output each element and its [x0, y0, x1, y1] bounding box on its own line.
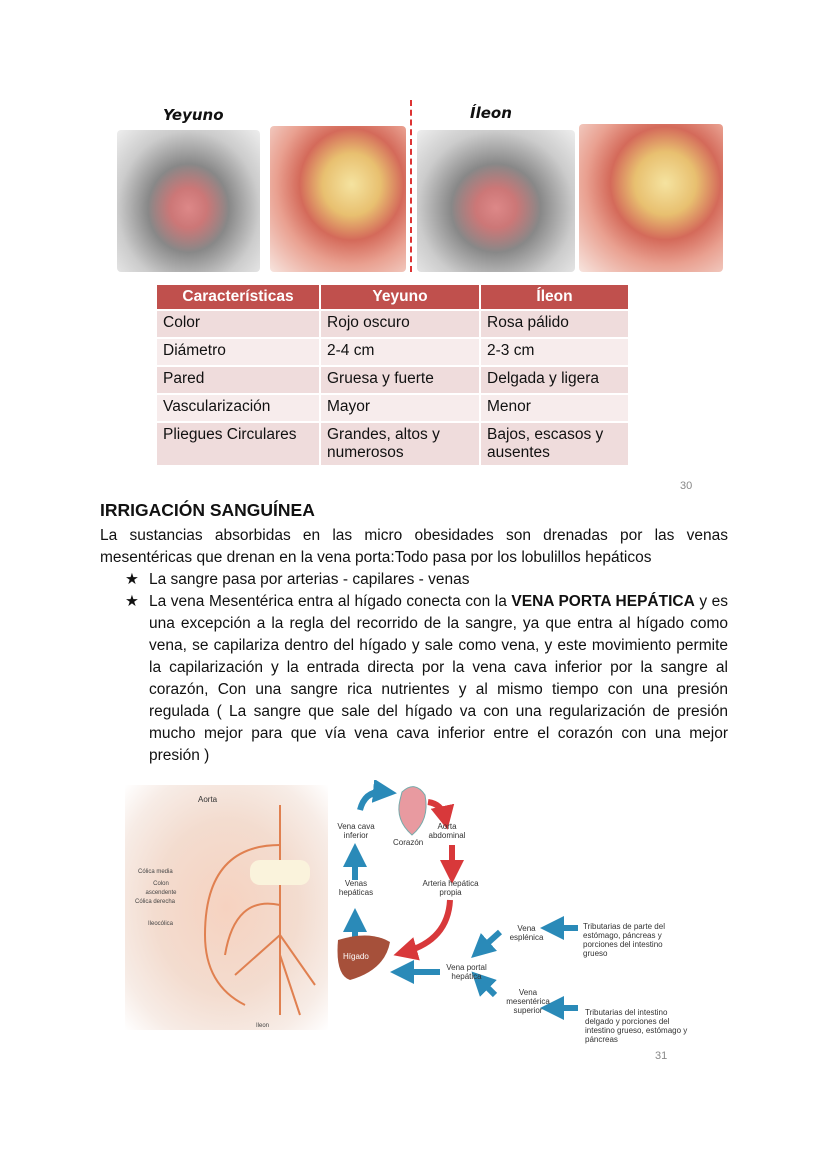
- table-cell: Grandes, altos y numerosos: [320, 422, 480, 465]
- table-header: Yeyuno: [320, 285, 480, 310]
- yeyuno-detail-image: [270, 126, 406, 272]
- mesenteric-anatomy-image: [125, 785, 328, 1030]
- table-cell: Delgada y ligera: [480, 366, 629, 394]
- table-header: Íleon: [480, 285, 629, 310]
- label-ileocolica: Ileocólica: [148, 921, 174, 927]
- table-row: [157, 338, 629, 366]
- table-cell: Pared: [157, 366, 320, 394]
- table-cell: Mayor: [320, 394, 480, 422]
- label-tributarias-2: Tributarias del intestino delgado y porciones del intestino grueso, estómago y páncreas: [585, 1008, 688, 1044]
- label-colica-derecha: Cólica derecha: [135, 899, 176, 905]
- bullet-text-part: La vena Mesentérica entra al hígado conecta con la: [149, 593, 512, 610]
- arrow-heart-to-aorta: [428, 802, 445, 818]
- label-corazon: Corazón: [393, 838, 424, 847]
- arrow-to-heart: [360, 792, 385, 810]
- label-colica-media: Cólica media: [138, 869, 173, 875]
- table-row: [157, 422, 629, 465]
- caption-yeyuno: Yeyuno: [163, 106, 224, 124]
- ileon-anatomy-image: [417, 130, 575, 272]
- table-header: Características: [157, 285, 320, 310]
- table-cell: Vascularización: [157, 394, 320, 422]
- label-higado: Hígado: [343, 952, 369, 961]
- label-colon-ascendente: Colon ascendente: [145, 881, 177, 896]
- bullet-text: [149, 591, 728, 767]
- label-vena-mesenterica: Vena mesentérica superior: [506, 988, 550, 1015]
- ileon-detail-image: [579, 124, 723, 272]
- table-row: [157, 310, 629, 338]
- page-number: 30: [680, 480, 693, 492]
- arrow-to-liver: [405, 900, 450, 952]
- bullet-text-part: y es una excepción a la regla del recorrido de la sangre, ya que entra al hígado como vena, se capilariza dentro del hígado y sale como vena, y este movimiento permite la capilarización y la entrada directa por la vena cava inferior por la sangre al corazón, Con una sangre rica nutrientes y al mismo tiempo con una presión regulada ( La sangre que sale del hígado va con una regularización de presión mucho mejor para que vía vena cava inferior entre el corazón con una mejor presión ): [149, 593, 729, 764]
- yeyuno-anatomy-image: [117, 130, 260, 272]
- label-tributarias-1: Tributarias de parte del estómago, páncreas y porciones del intestino grueso: [583, 922, 665, 958]
- bullet-bold: VENA PORTA HEPÁTICA: [511, 593, 695, 610]
- table-cell: Bajos, escasos y ausentes: [480, 422, 629, 465]
- section-heading: IRRIGACIÓN SANGUÍNEA: [100, 500, 315, 520]
- table-cell: Gruesa y fuerte: [320, 366, 480, 394]
- page-number: 31: [655, 1050, 668, 1062]
- arrow-mesenterica: [480, 980, 495, 995]
- intro-paragraph: La sustancias absorbidas en las micro obesidades son drenadas por las venas mesentéricas que drenan en la vena porta:Todo pasa por los lobulillos hepáticos: [100, 527, 728, 566]
- arrow-esplenica: [480, 932, 500, 950]
- bullet-item: [125, 569, 728, 591]
- table-row: [157, 366, 629, 394]
- label-aorta-abdominal: Aorta abdominal: [428, 822, 466, 840]
- divider: [410, 100, 412, 272]
- table-cell: Rosa pálido: [480, 310, 629, 338]
- label-vena-cava: Vena cava inferior: [337, 822, 375, 840]
- star-icon: ★: [125, 593, 139, 610]
- label-vena-portal: Vena portal hepática: [446, 963, 487, 981]
- table-cell: Color: [157, 310, 320, 338]
- heart-icon: [399, 787, 426, 835]
- table-cell: Diámetro: [157, 338, 320, 366]
- bullet-item: [125, 591, 728, 767]
- label-aorta: Aorta: [198, 795, 218, 804]
- label-ileon: Ileon: [256, 1023, 270, 1029]
- artery-tree-illustration: [125, 785, 328, 1030]
- table-cell: Rojo oscuro: [320, 310, 480, 338]
- table-cell: Menor: [480, 394, 629, 422]
- caption-ileon: Íleon: [470, 104, 512, 122]
- label-venas-hepaticas: Venas hepáticas: [338, 879, 374, 897]
- table-cell: 2-4 cm: [320, 338, 480, 366]
- bullet-text: La sangre pasa por arterias - capilares - venas: [149, 571, 470, 588]
- label-arteria-hepatica: Arteria hepática propia: [422, 879, 479, 897]
- table-row: [157, 394, 629, 422]
- table-cell: 2-3 cm: [480, 338, 629, 366]
- table-cell: Pliegues Circulares: [157, 422, 320, 465]
- star-icon: ★: [125, 571, 139, 588]
- comparison-table: [157, 285, 630, 465]
- label-vena-esplenica: Vena esplénica: [509, 924, 544, 942]
